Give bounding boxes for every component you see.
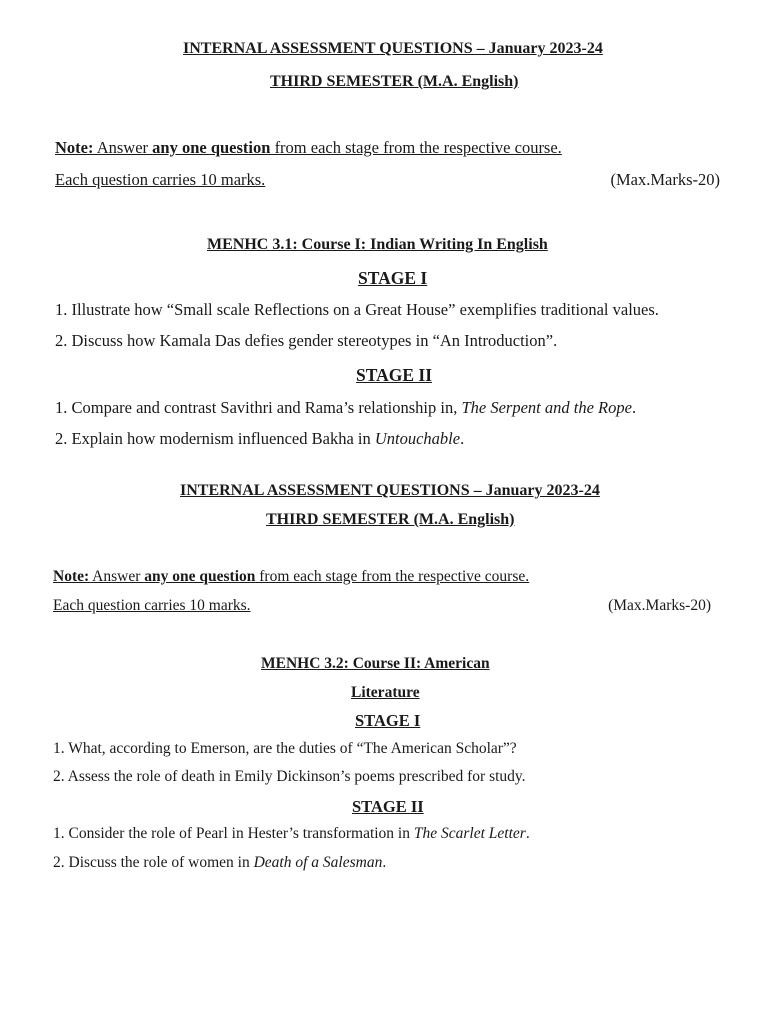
section1-stage2-q2 (55, 429, 464, 449)
question-punct: . (460, 429, 465, 448)
section1-course-title: MENHC 3.1: Course I: Indian Writing In English (207, 236, 548, 253)
section1-stage1-q1: 1. Illustrate how “Small scale Reflections on a Great House” exemplifies traditional values. (55, 300, 659, 319)
section1-each-question: Each question carries 10 marks. (55, 170, 266, 189)
section2-note (53, 568, 529, 586)
book-title: The Serpent and the Rope (461, 398, 632, 417)
section2-stage2-q1 (53, 825, 530, 843)
note-text-post: from each stage from the respective course. (270, 138, 562, 157)
book-title: Death of a Salesman (253, 854, 383, 871)
section2-semester: THIRD SEMESTER (M.A. English) (266, 511, 515, 528)
question-text: 1. Consider the role of Pearl in Hester’s transformation in (53, 825, 414, 842)
section2-stage2-heading: STAGE II (352, 797, 424, 816)
section1-stage2-heading: STAGE II (356, 365, 433, 385)
section1-stage1-q2: 2. Discuss how Kamala Das defies gender stereotypes in “An Introduction”. (55, 331, 558, 350)
section1-note (55, 138, 562, 158)
book-title: The Scarlet Letter (413, 825, 526, 842)
section1-stage1-heading: STAGE I (358, 268, 428, 288)
question-text: 1. Compare and contrast Savithri and Rama’s relationship in, (55, 398, 462, 417)
question-text: 2. Discuss the role of women in (53, 854, 254, 871)
section2-each-question: Each question carries 10 marks. (53, 597, 251, 614)
note-label: Note: (53, 568, 90, 585)
note-text-pre: Answer (89, 568, 145, 585)
section1-title: INTERNAL ASSESSMENT QUESTIONS – January 2023-24 (183, 40, 603, 57)
section2-course-title-line1: MENHC 3.2: Course II: American (261, 655, 490, 672)
question-punct: . (382, 854, 387, 871)
section1-max-marks: (Max.Marks-20) (610, 170, 720, 189)
section2-stage1-heading: STAGE I (355, 711, 421, 730)
question-punct: . (631, 398, 637, 417)
book-title: Untouchable (374, 429, 461, 448)
section2-stage1-q2: 2. Assess the role of death in Emily Dickinson’s poems prescribed for study. (53, 768, 526, 785)
section2-stage1-q1: 1. What, according to Emerson, are the duties of “The American Scholar”? (53, 740, 517, 757)
note-text-bold: any one question (152, 138, 271, 157)
question-text: 2. Explain how modernism influenced Bakha in (55, 429, 375, 448)
note-label: Note: (55, 138, 94, 157)
section1-semester: THIRD SEMESTER (M.A. English) (270, 73, 519, 90)
question-punct: . (525, 825, 530, 842)
section2-stage2-q2 (53, 854, 386, 872)
section2-title: INTERNAL ASSESSMENT QUESTIONS – January 2023-24 (180, 482, 600, 499)
section1-stage2-q1 (55, 398, 636, 418)
note-text-post: from each stage from the respective course. (255, 568, 530, 585)
note-text-pre: Answer (93, 138, 153, 157)
section2-course-title-line2: Literature (351, 684, 420, 701)
note-text-bold: any one question (144, 568, 256, 585)
section2-max-marks: (Max.Marks-20) (608, 597, 711, 614)
